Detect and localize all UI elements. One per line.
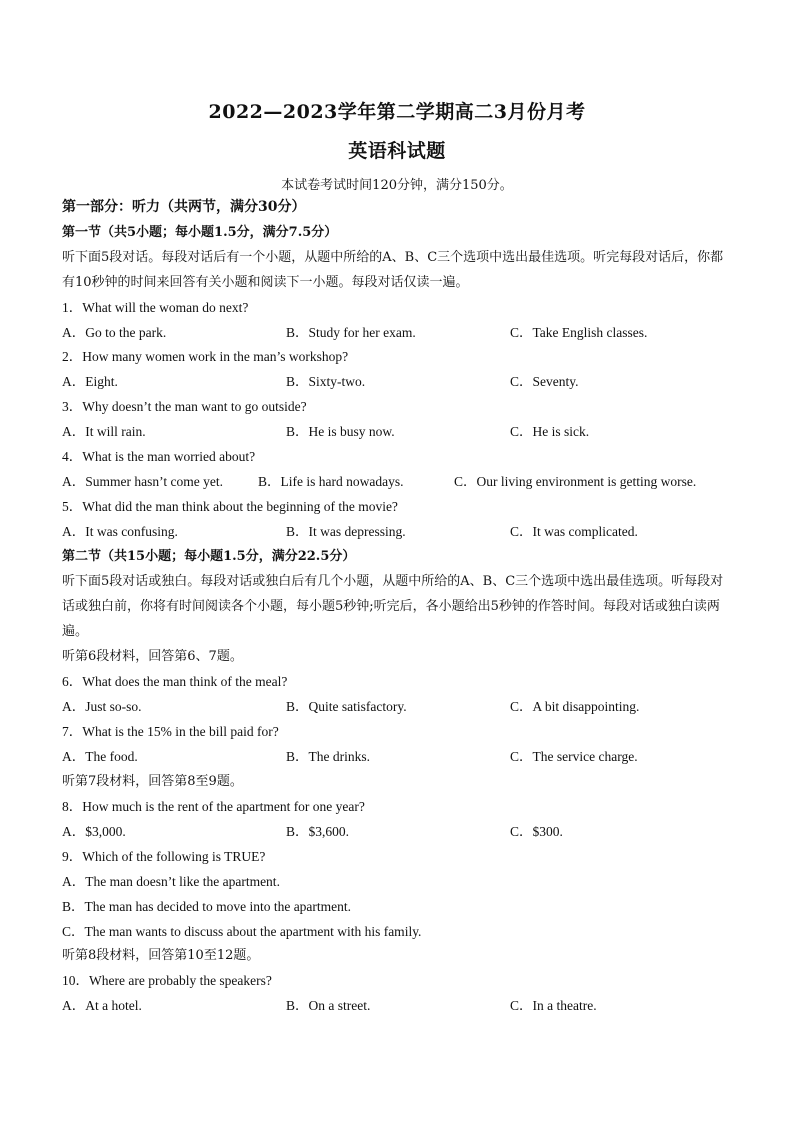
option-a: A．At a hotel. — [62, 998, 142, 1013]
option-a: A．$3,000. — [62, 824, 126, 839]
option-c: C．The service charge. — [510, 749, 638, 764]
section1-heading: 第一节（共5小题；每小题1.5分，满分7.5分） — [62, 225, 338, 240]
question-stem: 3．Why doesn’t the man want to go outside? — [62, 399, 307, 414]
option-b: B．Sixty-two. — [286, 374, 366, 389]
material-note: 听第8段材料，回答第10至12题。 — [62, 948, 260, 963]
option-c: C．Seventy. — [510, 374, 579, 389]
exam-info: 本试卷考试时间120分钟，满分150分。 — [281, 178, 513, 193]
section1-instructions: 听下面5段对话。每段对话后有一个小题，从题中所给的A、B、C三个选项中选出最佳选项。听完每段对话后，你都有10秒钟的时间来回答有关小题和阅读下一小题。每段对话仅读一遍。 — [62, 250, 724, 290]
option-b: B．He is busy now. — [286, 424, 395, 439]
option-b: B．The man has decided to move into the apartment. — [62, 899, 352, 914]
option-b: B．Life is hard nowadays. — [258, 474, 404, 489]
question-stem: 10．Where are probably the speakers? — [62, 973, 272, 988]
question-stem: 1．What will the woman do next? — [62, 300, 249, 315]
question-stem: 4．What is the man worried about? — [62, 449, 256, 464]
option-c: C．A bit disappointing. — [510, 699, 640, 714]
option-a: A．It was confusing. — [62, 524, 178, 539]
option-b: B．Quite satisfactory. — [286, 699, 407, 714]
option-b: B．Study for her exam. — [286, 325, 416, 340]
section2-instructions: 听下面5段对话或独白。每段对话或独白后有几个小题，从题中所给的A、B、C三个选项中选出最佳选项。听每段对话或独白前，你将有时间阅读各个小题，每小题5秒钟;听完后，各小题给出5秒钟的作答时间。每段对话或独白读两遍。 — [62, 574, 724, 639]
question-stem: 9．Which of the following is TRUE? — [62, 849, 266, 864]
option-c: C．It was complicated. — [510, 524, 638, 539]
option-a: A．Eight. — [62, 374, 118, 389]
question-stem: 8．How much is the rent of the apartment for one year? — [62, 799, 365, 814]
option-c: C．$300. — [510, 824, 563, 839]
part1-heading: 第一部分：听力（共两节，满分30分） — [62, 199, 306, 215]
option-b: B．It was depressing. — [286, 524, 406, 539]
section2-heading: 第二节（共15小题；每小题1.5分，满分22.5分） — [62, 549, 356, 564]
option-a: A．It will rain. — [62, 424, 146, 439]
question-stem: 6．What does the man think of the meal? — [62, 674, 288, 689]
option-c: C．Our living environment is getting worse. — [454, 474, 697, 489]
option-c: C．The man wants to discuss about the apartment with his family. — [62, 924, 422, 939]
option-a: A．Just so-so. — [62, 699, 142, 714]
option-a: A．Go to the park. — [62, 325, 167, 340]
material-note: 听第7段材料，回答第8至9题。 — [62, 774, 243, 789]
option-b: B．$3,600. — [286, 824, 350, 839]
option-c: C．Take English classes. — [510, 325, 648, 340]
material-note: 听第6段材料，回答第6、7题。 — [62, 649, 243, 664]
option-b: B．The drinks. — [286, 749, 370, 764]
option-a: A．The man doesn’t like the apartment. — [62, 874, 280, 889]
question-stem: 2．How many women work in the man’s workshop? — [62, 349, 349, 364]
question-stem: 5．What did the man think about the beginning of the movie? — [62, 499, 398, 514]
option-a: A．Summer hasn’t come yet. — [62, 474, 223, 489]
exam-title: 2022—2023学年第二学期高二3月份月考 — [208, 101, 586, 123]
option-a: A．The food. — [62, 749, 138, 764]
question-stem: 7．What is the 15% in the bill paid for? — [62, 724, 279, 739]
option-c: C．In a theatre. — [510, 998, 597, 1013]
option-c: C．He is sick. — [510, 424, 590, 439]
option-b: B．On a street. — [286, 998, 371, 1013]
exam-subject-title: 英语科试题 — [348, 140, 446, 162]
